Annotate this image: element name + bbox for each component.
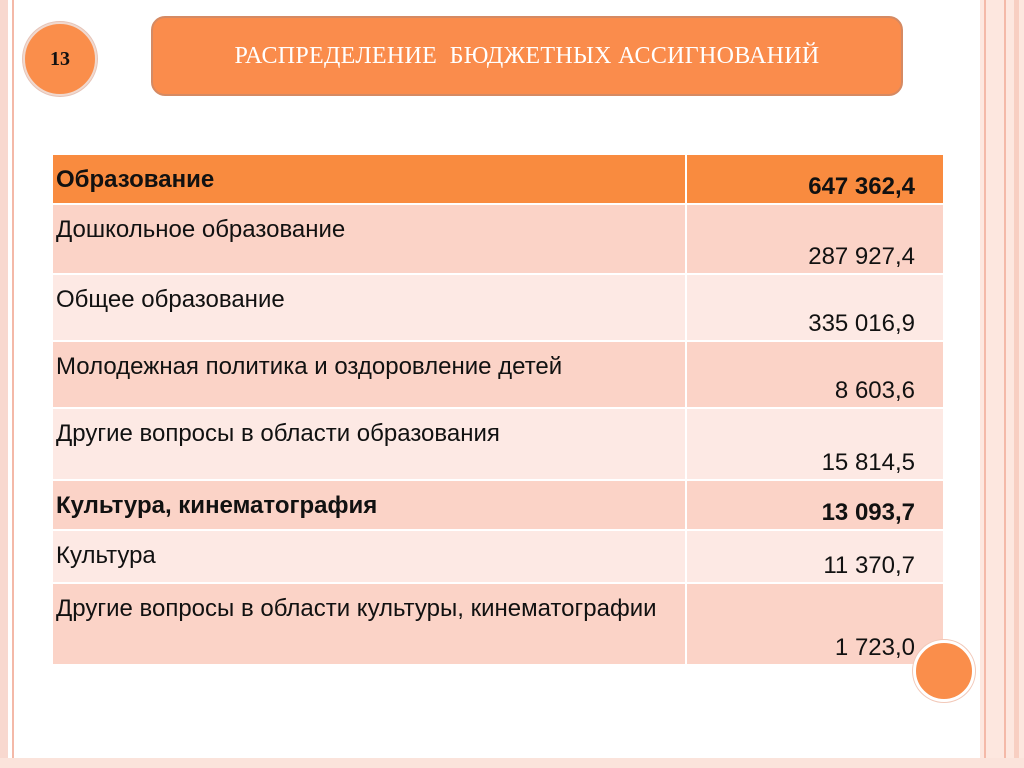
table-row: [52, 341, 944, 408]
row-value: 8 603,6: [834, 377, 915, 404]
row-value-cell: [686, 154, 944, 204]
row-value-cell: [686, 274, 944, 341]
table-row: [52, 408, 944, 480]
row-label: Культура: [52, 530, 686, 583]
frame-right-line: [1004, 0, 1006, 768]
frame-right-line: [1014, 0, 1019, 768]
frame-right-line: [984, 0, 986, 768]
frame-bottom-border: [0, 758, 1024, 768]
row-value: 13 093,7: [821, 499, 915, 526]
row-value: 647 362,4: [808, 173, 915, 200]
row-value-cell: [686, 408, 944, 480]
row-value-cell: [686, 341, 944, 408]
row-label: Дошкольное образование: [52, 204, 686, 274]
row-label: Образование: [52, 154, 686, 204]
slide-number-badge: [23, 22, 97, 96]
row-label: Другие вопросы в области образования: [52, 408, 686, 480]
table-row: [52, 204, 944, 274]
row-value: 15 814,5: [821, 449, 915, 476]
slide-title: РАСПРЕДЕЛЕНИЕ БЮДЖЕТНЫХ АССИГНОВАНИЙ: [234, 42, 820, 69]
row-label: Общее образование: [52, 274, 686, 341]
table-row: [52, 583, 944, 665]
row-value-cell: [686, 204, 944, 274]
row-value-cell: [686, 530, 944, 583]
row-value: 287 927,4: [808, 243, 915, 270]
row-value: 1 723,0: [834, 634, 915, 661]
row-value-cell: [686, 583, 944, 665]
table-row: [52, 530, 944, 583]
row-label: Культура, кинематография: [52, 480, 686, 530]
table-row-culture: [52, 480, 944, 530]
row-value: 11 370,7: [823, 552, 915, 579]
slide-title-banner: [151, 16, 903, 96]
slide-number: 13: [50, 47, 70, 70]
table-row-education: [52, 154, 944, 204]
decorative-circle: [913, 640, 975, 702]
row-label: Молодежная политика и оздоровление детей: [52, 341, 686, 408]
table-row: [52, 274, 944, 341]
row-value: 335 016,9: [808, 310, 915, 337]
frame-left-border: [0, 0, 8, 768]
row-value-cell: [686, 480, 944, 530]
frame-left-line: [12, 0, 14, 768]
budget-table: [51, 153, 945, 666]
row-label: Другие вопросы в области культуры, кинематографии: [52, 583, 686, 665]
